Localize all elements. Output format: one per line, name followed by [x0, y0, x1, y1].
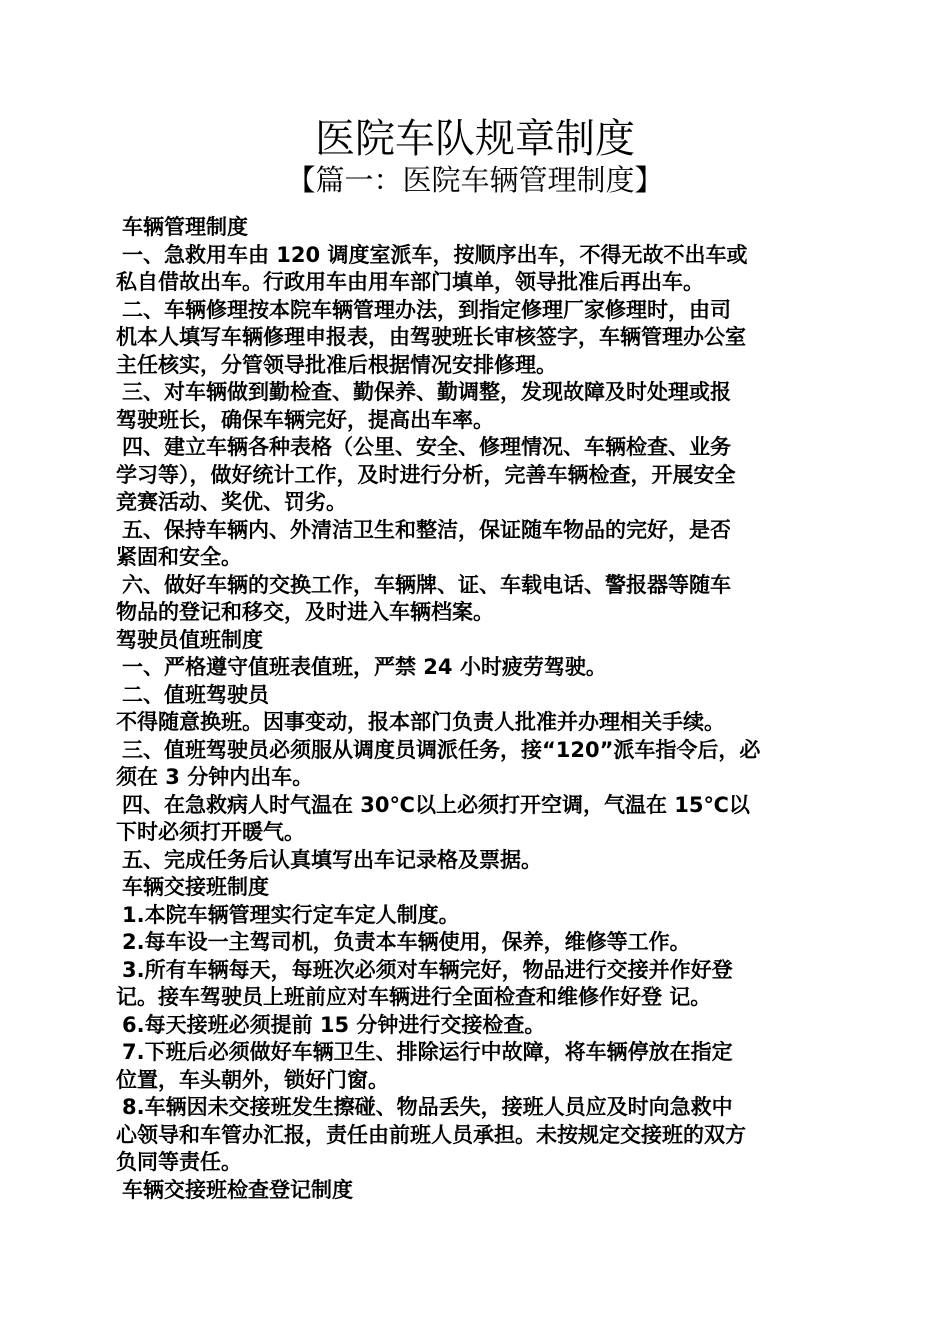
body-line: 8.车辆因未交接班发生擦碰、物品丢失，接班人员应及时向急救中 — [122, 1095, 733, 1119]
document-subtitle: 【篇一：医院车辆管理制度】 — [286, 163, 664, 197]
body-line: 6.每天接班必须提前 15 分钟进行交接检查。 — [122, 1012, 546, 1037]
body-line: 车辆交接班制度 — [122, 875, 269, 899]
body-line: 主任核实，分管领导批准后根据情况安排修理。 — [116, 352, 557, 377]
body-line: 四、建立车辆各种表格（公里、安全、修理情况、车辆检查、业务 — [122, 435, 731, 459]
body-line: 私自借故出车。行政用车由用车部门填单，领导批准后再出车。 — [116, 270, 704, 294]
body-line: 7.下班后必须做好车辆卫生、排除运行中故障，将车辆停放在指定 — [122, 1040, 733, 1064]
body-line: 2.每车设一主驾司机，负责本车辆使用，保养，维修等工作。 — [122, 930, 691, 954]
body-line: 五、保持车辆内、外清洁卫生和整洁，保证随车物品的完好，是否 — [122, 517, 731, 542]
body-line: 心领导和车管办汇报，责任由前班人员承担。未按规定交接班的双方 — [116, 1122, 746, 1147]
body-line: 一、严格遵守值班表值班，严禁 24 小时疲劳驾驶。 — [122, 655, 607, 679]
document-title: 医院车队规章制度 — [315, 116, 635, 162]
body-line: 不得随意换班。因事变动，报本部门负责人批准并办理相关手续。 — [116, 710, 725, 734]
body-line: 记。接车驾驶员上班前应对车辆进行全面检查和维修作好登 记。 — [116, 985, 712, 1009]
body-line: 二、值班驾驶员 — [122, 682, 269, 707]
body-line: 车辆交接班检查登记制度 — [122, 1177, 353, 1202]
body-line: 负同等责任。 — [116, 1150, 242, 1174]
body-line: 一、急救用车由 120 调度室派车，按顺序出车，不得无故不出车或 — [122, 242, 748, 267]
document-body — [116, 214, 838, 1204]
body-line: 驾驶班长，确保车辆完好，提高出车率。 — [116, 407, 494, 432]
body-line: 六、做好车辆的交换工作，车辆牌、证、车载电话、警报器等随车 — [122, 572, 731, 597]
body-line: 紧固和安全。 — [116, 545, 242, 569]
body-line: 学习等），做好统计工作，及时进行分析，完善车辆检查，开展安全 — [116, 462, 736, 487]
body-line: 五、完成任务后认真填写出车记录格及票据。 — [122, 847, 542, 872]
body-line: 位置，车头朝外，锁好门窗。 — [116, 1067, 389, 1092]
body-line: 竞赛活动、奖优、罚劣。 — [116, 490, 347, 514]
body-line: 四、在急救病人时气温在 30℃以上必须打开空调，气温在 15℃以 — [122, 792, 750, 817]
body-line: 1.本院车辆管理实行定车定人制度。 — [122, 902, 460, 927]
body-line: 驾驶员值班制度 — [116, 627, 263, 652]
body-line: 物品的登记和移交，及时进入车辆档案。 — [116, 600, 494, 624]
body-line: 机本人填写车辆修理申报表，由驾驶班长审核签字，车辆管理办公室 — [116, 325, 746, 349]
body-line: 二、车辆修理按本院车辆管理办法，到指定修理厂家修理时，由司 — [122, 297, 731, 322]
body-line: 车辆管理制度 — [122, 215, 248, 239]
body-line: 三、对车辆做到勤检查、勤保养、勤调整，发现故障及时处理或报 — [122, 380, 731, 404]
body-line: 3.所有车辆每天，每班次必须对车辆完好，物品进行交接并作好登 — [122, 957, 733, 982]
body-line: 三、值班驾驶员必须服从调度员调派任务，接“120”派车指令后，必 — [122, 737, 761, 762]
body-line: 下时必须打开暖气。 — [116, 820, 305, 844]
body-line: 须在 3 分钟内出车。 — [116, 765, 314, 789]
